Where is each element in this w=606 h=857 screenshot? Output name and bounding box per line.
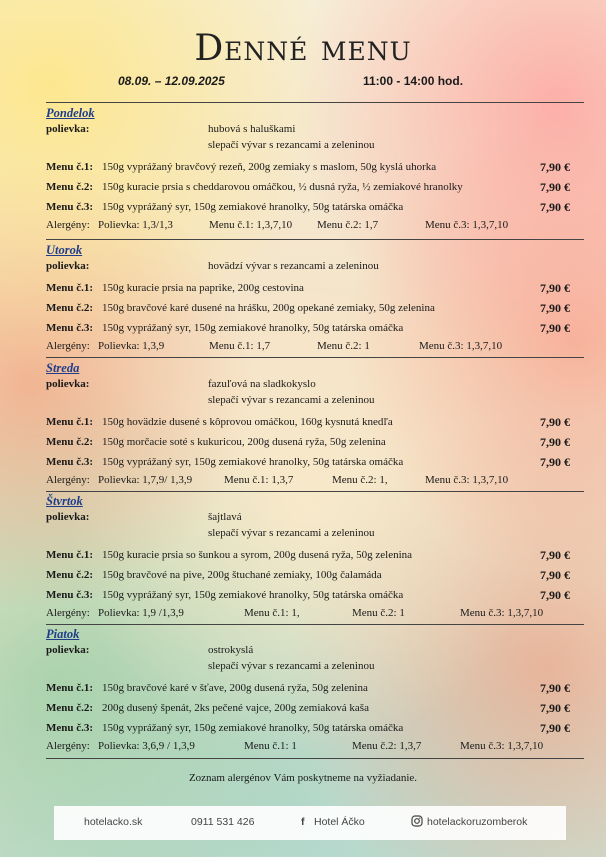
menu-label: Menu č.3: [46,589,94,601]
menu-label: Menu č.1: [46,282,94,294]
soup-item: hovädzí vývar s rezancami a zeleninou [208,260,379,272]
soup-item: slepačí vývar s rezancami a zeleninou [208,660,375,672]
soup-label: polievka: [46,123,90,135]
menu-label: Menu č.2: [46,302,94,314]
soup-item: hubová s haluškami [208,123,296,135]
meal-text: 150g vyprážaný syr, 150g zemiakové hranolky, 50g tatárska omáčka [102,201,404,213]
meal-text: 150g vyprážaný syr, 150g zemiakové hranolky, 50g tatárska omáčka [102,322,404,334]
menu-label: Menu č.2: [46,702,94,714]
soup-label: polievka: [46,511,90,523]
footer-website[interactable]: hotelacko.sk [84,816,143,828]
meal-price: 7,90 € [540,435,570,449]
menu-label: Menu č.2: [46,436,94,448]
day-name: Štvrtok [46,494,83,508]
meal-text: 150g morčacie soté s kukuricou, 200g dusená ryža, 50g zelenina [102,436,386,448]
day-section-monday [46,106,584,233]
meal-text: 150g kuracie prsia so šunkou a syrom, 200g dusená ryža, 50g zelenina [102,549,413,561]
date-range: 08.09. – 12.09.2025 [118,74,225,88]
allergens-soup: Polievka: 1,9 /1,3,9 [98,607,184,619]
meal-price: 7,90 € [540,701,570,715]
divider [46,491,584,492]
soup-item: fazuľová na sladkokyslo [208,378,316,390]
allergens-label: Alergény: [46,340,90,352]
instagram-icon [411,815,423,830]
allergens-menu2: Menu č.2: 1,3,7 [352,740,422,752]
facebook-icon: f [301,816,305,828]
day-name: Pondelok [46,106,95,120]
menu-label: Menu č.3: [46,201,94,213]
allergens-label: Alergény: [46,740,90,752]
allergens-menu1: Menu č.1: 1,3,7,10 [209,219,293,231]
soup-item: ostrokyslá [208,644,254,656]
soup-item: slepačí vývar s rezancami a zeleninou [208,139,375,151]
footer-bar [54,806,566,840]
meal-price: 7,90 € [540,548,570,562]
soup-label: polievka: [46,260,90,272]
menu-label: Menu č.1: [46,416,94,428]
meal-text: 150g bravčové karé dusené na hrášku, 200g opekané zemiaky, 50g zelenina [102,302,435,314]
meal-price: 7,90 € [540,721,570,735]
day-name: Piatok [46,627,80,641]
allergens-menu2: Menu č.2: 1 [352,607,405,619]
meal-text: 150g vyprážaný syr, 150g zemiakové hranolky, 50g tatárska omáčka [102,589,404,601]
allergens-label: Alergény: [46,219,90,231]
allergens-menu1: Menu č.1: 1,7 [209,340,271,352]
meal-text: 150g kuracie prsia na paprike, 200g cestovina [102,282,304,294]
meal-text: 150g vyprážaný bravčový rezeň, 200g zemiaky s maslom, 50g kyslá uhorka [102,161,437,173]
meal-text: 150g bravčové na pive, 200g štuchané zemiaky, 100g čalamáda [102,569,382,581]
meal-price: 7,90 € [540,301,570,315]
menu-label: Menu č.2: [46,181,94,193]
meal-text: 200g dusený špenát, 2ks pečené vajce, 200g zemiaková kaša [102,702,369,714]
allergens-menu3: Menu č.3: 1,3,7,10 [425,474,509,486]
soup-item: slepačí vývar s rezancami a zeleninou [208,527,375,539]
meal-price: 7,90 € [540,588,570,602]
page-title: Denné menu [194,28,412,69]
menu-label: Menu č.2: [46,569,94,581]
divider [46,758,584,759]
allergens-label: Alergény: [46,474,90,486]
menu-label: Menu č.1: [46,549,94,561]
meal-price: 7,90 € [540,321,570,335]
allergens-soup: Polievka: 3,6,9 / 1,3,9 [98,740,195,752]
divider [46,239,584,240]
meal-price: 7,90 € [540,200,570,214]
allergens-label: Alergény: [46,607,90,619]
day-name: Streda [46,361,80,375]
allergens-soup: Polievka: 1,3/1,3 [98,219,173,231]
menu-label: Menu č.1: [46,161,94,173]
soup-item: slepačí vývar s rezancami a zeleninou [208,394,375,406]
allergens-menu1: Menu č.1: 1, [244,607,300,619]
meal-price: 7,90 € [540,281,570,295]
meal-price: 7,90 € [540,681,570,695]
menu-label: Menu č.3: [46,456,94,468]
meal-text: 150g vyprážaný syr, 150g zemiakové hranolky, 50g tatárska omáčka [102,456,404,468]
divider [46,624,584,625]
day-section-friday [46,627,584,754]
menu-label: Menu č.3: [46,322,94,334]
meal-text: 150g kuracie prsia s cheddarovou omáčkou, ½ dusná ryža, ½ zemiakové hranolky [102,181,463,193]
soup-label: polievka: [46,644,90,656]
day-section-thursday [46,494,584,621]
meal-text: 150g bravčové karé v šťave, 200g dusená ryža, 50g zelenina [102,682,368,694]
meal-price: 7,90 € [540,568,570,582]
day-section-tuesday [46,243,584,354]
allergens-menu3: Menu č.3: 1,3,7,10 [419,340,503,352]
allergens-menu2: Menu č.2: 1,7 [317,219,379,231]
menu-label: Menu č.1: [46,682,94,694]
allergens-menu3: Menu č.3: 1,3,7,10 [425,219,509,231]
meal-price: 7,90 € [540,455,570,469]
meal-text: 150g vyprážaný syr, 150g zemiakové hranolky, 50g tatárska omáčka [102,722,404,734]
soup-item: šajtlavá [208,511,242,523]
meal-price: 7,90 € [540,160,570,174]
allergens-menu2: Menu č.2: 1, [332,474,388,486]
soup-label: polievka: [46,378,90,390]
divider [46,357,584,358]
footer-phone[interactable]: 0911 531 426 [191,816,255,828]
allergens-menu3: Menu č.3: 1,3,7,10 [460,607,544,619]
allergens-menu3: Menu č.3: 1,3,7,10 [460,740,544,752]
meal-price: 7,90 € [540,415,570,429]
allergens-menu2: Menu č.2: 1 [317,340,370,352]
allergens-menu1: Menu č.1: 1,3,7 [224,474,294,486]
opening-hours: 11:00 - 14:00 hod. [363,74,464,88]
divider [46,102,584,103]
footer-instagram[interactable]: hotelackoruzomberok [427,816,528,828]
menu-label: Menu č.3: [46,722,94,734]
day-name: Utorok [46,243,83,257]
meal-price: 7,90 € [540,180,570,194]
meal-text: 150g hovädzie dusené s kôprovou omáčkou, 160g kysnutá knedľa [102,416,393,428]
footer-facebook[interactable]: Hotel Áčko [314,816,365,828]
day-section-wednesday [46,361,584,488]
allergens-menu1: Menu č.1: 1 [244,740,297,752]
allergens-soup: Polievka: 1,3,9 [98,340,165,352]
allergens-soup: Polievka: 1,7,9/ 1,3,9 [98,474,193,486]
allergen-note: Zoznam alergénov Vám poskytneme na vyžiadanie. [188,772,418,784]
